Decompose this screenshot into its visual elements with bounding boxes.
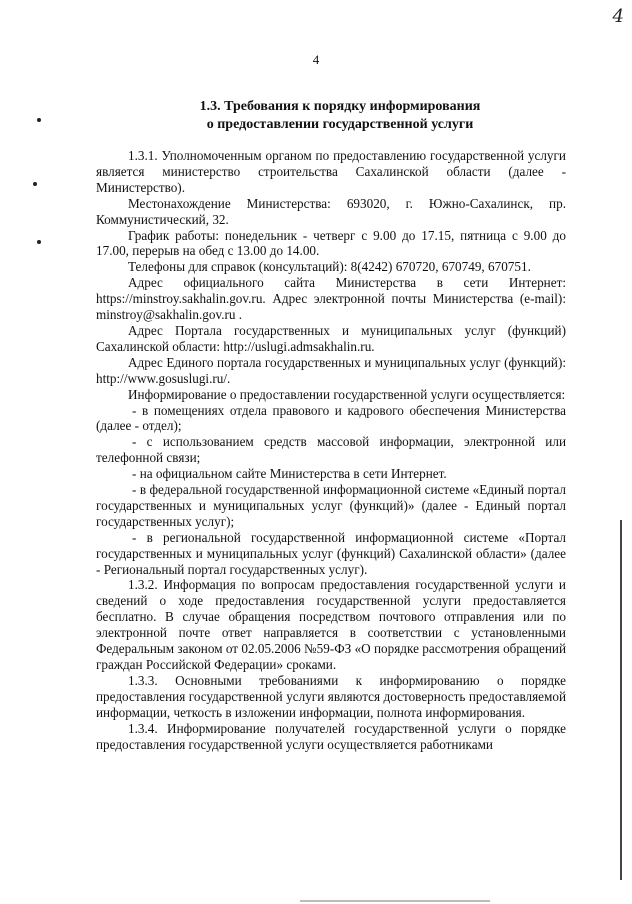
paragraph-1-3-2: 1.3.2. Информация по вопросам предоставления государственной услуги и сведений о ходе предоставления государственной услуги предоставляется бесплатно. В случае обращения посредством почтового отправления или по электронной почте ответ направляется в соответствии с установленными Федеральным законом от 02.05.2006 №59-ФЗ «О порядке рассмотрения обращений граждан Российской Федерации» сроками.	[96, 577, 566, 672]
scan-mark	[37, 118, 41, 122]
paragraph-1-3-3: 1.3.3. Основными требованиями к информированию о порядке предоставления государственной услуги являются достоверность предоставляемой информации, четкость в изложении информации, полнота информирования.	[96, 672, 566, 720]
list-item: - с использованием средств массовой информации, электронной или телефонной связи;	[96, 434, 566, 466]
scan-mark	[33, 182, 37, 186]
paragraph-regional-portal: Адрес Портала государственных и муниципальных услуг (функций) Сахалинской области: http://uslugi.admsakhalin.ru.	[96, 322, 566, 354]
scan-edge-line	[300, 900, 490, 902]
scan-mark	[37, 240, 41, 244]
list-item: - в федеральной государственной информационной системе «Единый портал государственных и муниципальных услуг (функций)» (далее - Единый портал государственных услуг);	[96, 482, 566, 529]
paragraph-unified-portal: Адрес Единого портала государственных и муниципальных услуг (функций): http://www.gosuslugi.ru/.	[96, 354, 566, 386]
paragraph-website: Адрес официального сайта Министерства в сети Интернет: https://minstroy.sakhalin.gov.ru. Адрес электронной почты Министерства (e-mail): minstroy@sakhalin.gov.ru .	[96, 275, 566, 323]
document-body	[96, 148, 566, 752]
paragraph-schedule: График работы: понедельник - четверг с 9.00 до 17.15, пятница с 9.00 до 17.00, перерыв на обед с 13.00 до 14.00.	[96, 227, 566, 259]
paragraph-informing: Информирование о предоставлении государственной услуги осуществляется:	[128, 386, 566, 402]
section-heading-line-2: о предоставлении государственной услуги	[206, 117, 474, 132]
handwritten-page-number: 4	[612, 6, 624, 27]
paragraph-location: Местонахождение Министерства: 693020, г. Южно-Сахалинск, пр. Коммунистический, 32.	[96, 195, 566, 227]
paragraph-phones: Телефоны для справок (консультаций): 8(4242) 670720, 670749, 670751.	[128, 259, 531, 275]
list-item: - в региональной государственной информационной системе «Портал государственных и муниципальных услуг (функций) Сахалинской области» (далее - Региональный портал государственных услуг).	[96, 529, 566, 577]
scan-edge-line	[620, 520, 622, 880]
paragraph-1-3-1: 1.3.1. Уполномоченным органом по предоставлению государственной услуги является министерство строительства Сахалинской области (далее - Министерство).	[96, 148, 566, 195]
section-heading	[80, 98, 600, 134]
paragraph-1-3-4: 1.3.4. Информирование получателей государственной услуги о порядке предоставления государственной услуги осуществляется работниками	[96, 720, 566, 752]
list-item: - в помещениях отдела правового и кадрового обеспечения Министерства (далее - отдел);	[96, 402, 566, 434]
page-number: 4	[312, 52, 320, 67]
section-heading-line-1: 1.3. Требования к порядку информирования	[199, 99, 481, 114]
list-item: - на официальном сайте Министерства в сети Интернет.	[132, 466, 447, 482]
